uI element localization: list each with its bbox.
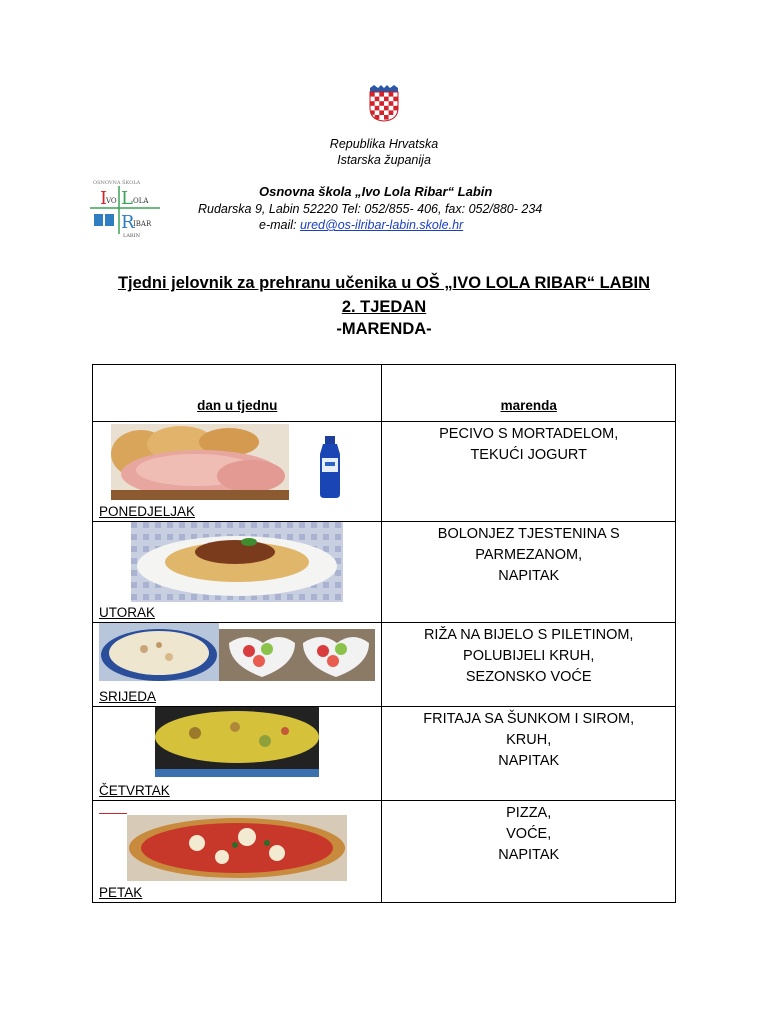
menu-text: BOLONJEZ TJESTENINA S PARMEZANOM, NAPITAK <box>437 526 620 584</box>
menu-cell <box>382 522 676 623</box>
day-name: ČETVRTAK <box>99 783 170 798</box>
email-link[interactable]: ured@os-ilribar-labin.skole.hr <box>299 218 464 232</box>
menu-text: FRITAJA SA ŠUNKOM I SIROM, KRUH, NAPITAK <box>423 711 635 769</box>
svg-text:VO: VO <box>106 197 117 205</box>
header-day: dan u tjednu <box>93 365 382 422</box>
table-header-row <box>93 365 676 422</box>
day-cell <box>93 522 382 623</box>
menu-cell <box>382 707 676 801</box>
menu-cell <box>382 623 676 707</box>
table-row <box>93 801 676 903</box>
menu-text: PECIVO S MORTADELOM, TEKUĆI JOGURT <box>439 426 619 463</box>
logo-bottom-text: LABIN <box>123 233 140 239</box>
page-title: Tjedni jelovnik za prehranu učenika u OŠ „IVO LOLA RIBAR“ LABIN <box>117 274 651 292</box>
seasonal-fruit-image <box>219 629 375 681</box>
menu-cell <box>382 801 676 903</box>
svg-text:IBAR: IBAR <box>133 220 152 228</box>
week-title: 2. TJEDAN <box>341 298 427 316</box>
day-cell <box>93 801 382 903</box>
table-row <box>93 707 676 801</box>
school-logo <box>88 176 162 240</box>
logo-top-text: OSNOVNA ŠKOLA <box>93 180 141 186</box>
menu-text: PIZZA, VOĆE, NAPITAK <box>498 805 560 863</box>
yogurt-bottle-image <box>317 436 343 498</box>
table-row <box>93 522 676 623</box>
school-address: Rudarska 9, Labin 52220 Tel: 052/855- 406, fax: 052/880- 234 <box>198 202 543 216</box>
day-cell <box>93 707 382 801</box>
menu-text: RIŽA NA BIJELO S PILETINOM, POLUBIJELI KRUH, SEZONSKO VOĆE <box>423 627 634 685</box>
day-name: UTORAK <box>99 605 156 620</box>
day-name: SRIJEDA <box>99 689 157 704</box>
school-name: Osnovna škola „Ivo Lola Ribar“ Labin <box>259 184 493 199</box>
country-label: Republika Hrvatska <box>329 137 439 151</box>
school-email-line <box>259 217 463 233</box>
bread-mortadella-image <box>111 424 289 500</box>
menu-cell <box>382 422 676 522</box>
header-menu: marenda <box>382 365 676 422</box>
svg-text:L: L <box>121 188 133 209</box>
svg-text:OLA: OLA <box>133 197 149 205</box>
frittata-image <box>155 707 319 777</box>
day-cell <box>93 623 382 707</box>
table-row <box>93 623 676 707</box>
svg-text:R: R <box>121 212 135 233</box>
county-label: Istarska županija <box>337 153 431 167</box>
table-row <box>93 422 676 522</box>
meal-title: -MARENDA- <box>336 320 432 338</box>
coat-of-arms-icon <box>366 84 402 122</box>
red-mark <box>99 813 127 814</box>
day-name: PONEDJELJAK <box>99 504 196 519</box>
svg-text:I: I <box>100 188 108 209</box>
email-label: e-mail: <box>259 218 300 232</box>
pizza-image <box>127 815 347 881</box>
rice-chicken-image <box>99 623 219 681</box>
day-cell <box>93 422 382 522</box>
menu-table <box>92 364 676 903</box>
bolognese-pasta-image <box>131 522 343 602</box>
day-name: PETAK <box>99 885 143 900</box>
